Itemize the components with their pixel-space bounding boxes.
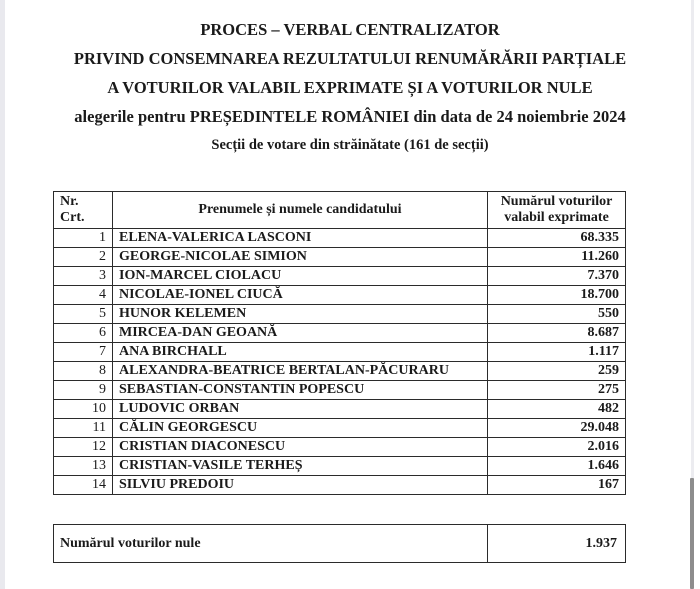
row-number: 5 [54,305,113,324]
candidate-name: ELENA-VALERICA LASCONI [113,229,488,248]
null-votes-value: 1.937 [488,525,626,563]
null-votes-table [53,524,626,563]
candidate-name: CRISTIAN-VASILE TERHEȘ [113,457,488,476]
table-row [54,343,626,362]
row-number: 1 [54,229,113,248]
row-number: 4 [54,286,113,305]
valid-votes: 482 [488,400,626,419]
candidate-name: ION-MARCEL CIOLACU [113,267,488,286]
candidate-name: NICOLAE-IONEL CIUCĂ [113,286,488,305]
header-nr [54,192,113,229]
valid-votes: 11.260 [488,248,626,267]
row-number: 12 [54,438,113,457]
valid-votes: 1.646 [488,457,626,476]
candidate-name: SEBASTIAN-CONSTANTIN POPESCU [113,381,488,400]
valid-votes: 275 [488,381,626,400]
candidate-name: LUDOVIC ORBAN [113,400,488,419]
scrollbar-thumb[interactable] [690,478,694,589]
row-number: 11 [54,419,113,438]
row-number: 14 [54,476,113,495]
candidate-name: GEORGE-NICOLAE SIMION [113,248,488,267]
candidate-name: SILVIU PREDOIU [113,476,488,495]
candidate-name: ANA BIRCHALL [113,343,488,362]
candidate-name: CRISTIAN DIACONESCU [113,438,488,457]
row-number: 10 [54,400,113,419]
header-nr-line2: Crt. [60,210,85,225]
header-votes-line2: valabil exprimate [504,210,609,225]
null-votes-label: Numărul voturilor nule [54,525,488,563]
valid-votes: 1.117 [488,343,626,362]
row-number: 3 [54,267,113,286]
results-table [53,191,626,495]
row-number: 8 [54,362,113,381]
table-row [54,324,626,343]
candidate-name: HUNOR KELEMEN [113,305,488,324]
table-row [54,419,626,438]
table-row [54,267,626,286]
valid-votes: 7.370 [488,267,626,286]
header-votes-line1: Numărul voturilor [500,194,613,209]
valid-votes: 18.700 [488,286,626,305]
header-votes [488,192,626,229]
table-row [54,305,626,324]
table-row [54,438,626,457]
table-row [54,286,626,305]
valid-votes: 259 [488,362,626,381]
valid-votes: 550 [488,305,626,324]
document-subtitle: Secții de votare din străinătate (161 de secții) [211,137,489,153]
candidate-name: CĂLIN GEORGESCU [113,419,488,438]
table-row [54,457,626,476]
table-row [54,362,626,381]
valid-votes: 29.048 [488,419,626,438]
valid-votes: 68.335 [488,229,626,248]
valid-votes: 167 [488,476,626,495]
null-votes-row [54,525,626,563]
election-office: PREȘEDINTELE ROMÂNIEI [189,107,410,126]
table-row [54,400,626,419]
valid-votes: 8.687 [488,324,626,343]
row-number: 2 [54,248,113,267]
document-title-line2: PRIVIND CONSEMNAREA REZULTATULUI RENUMĂRĂRII PARȚIALE [73,49,627,68]
header-candidate: Prenumele și numele candidatului [113,192,488,229]
table-row [54,229,626,248]
valid-votes: 2.016 [488,438,626,457]
row-number: 13 [54,457,113,476]
row-number: 9 [54,381,113,400]
table-header-row [54,192,626,229]
table-row [54,248,626,267]
row-number: 6 [54,324,113,343]
table-row [54,476,626,495]
candidate-name: ALEXANDRA-BEATRICE BERTALAN-PĂCURARU [113,362,488,381]
election-line [0,107,700,127]
candidate-name: MIRCEA-DAN GEOANĂ [113,324,488,343]
row-number: 7 [54,343,113,362]
header-nr-line1: Nr. [60,194,79,209]
table-row [54,381,626,400]
document-title-line3: A VOTURILOR VALABIL EXPRIMATE ȘI A VOTURILOR NULE [107,78,593,97]
document-title: PROCES – VERBAL CENTRALIZATOR [200,20,500,39]
election-date: din data de 24 noiembrie 2024 [409,107,626,126]
election-line-prefix: alegerile pentru [74,107,190,126]
